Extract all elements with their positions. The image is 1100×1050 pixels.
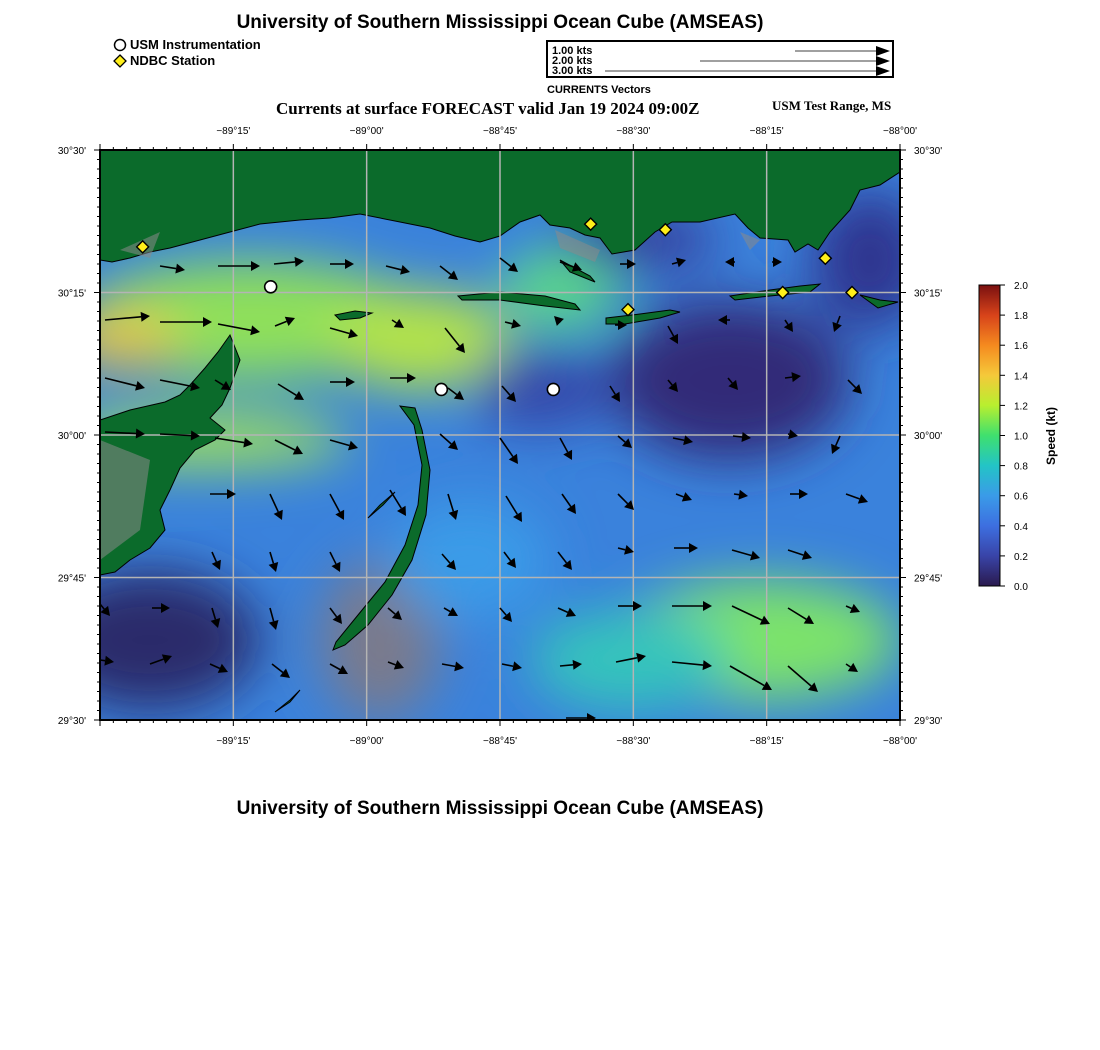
usm-station-marker-0: [265, 281, 277, 293]
footer-title: University of Southern Mississippi Ocean Cube (AMSEAS): [236, 798, 764, 819]
colorbar-tick-label-1: 1.8: [1014, 311, 1028, 323]
y-tick-label-left-3: 29°45': [57, 573, 86, 585]
colorbar-tick-label-3: 1.4: [1014, 371, 1028, 383]
colorbar-tick-label-5: 1.0: [1014, 431, 1028, 443]
y-tick-label-left-2: 30°00': [57, 431, 86, 442]
colorbar-tick-label-2: 1.6: [1014, 341, 1028, 353]
y-tick-label-right-1: 30°15': [914, 288, 943, 300]
x-tick-label-bottom-2: −88°45': [483, 736, 517, 747]
usm-station-marker-1: [435, 383, 447, 395]
colorbar: [979, 281, 1058, 593]
vector-key-label-1: 1.00 kts: [552, 45, 593, 57]
forecast-subtitle: Currents at surface FORECAST valid Jan 19 2024 09:00Z: [276, 99, 700, 118]
legend-ndbc-label: NDBC Station: [130, 53, 216, 68]
x-tick-label-bottom-0: −89°15': [216, 736, 251, 747]
colorbar-gradient: [979, 285, 1000, 586]
map-plot-area: [40, 150, 930, 723]
colorbar-tick-label-9: 0.2: [1014, 551, 1028, 563]
colorbar-tick-label-0: 2.0: [1014, 281, 1028, 292]
colorbar-tick-label-8: 0.4: [1014, 521, 1028, 533]
range-label: USM Test Range, MS: [772, 98, 892, 113]
x-tick-label-bottom-4: −88°15': [749, 736, 784, 747]
colorbar-label: Speed (kt): [1044, 406, 1058, 466]
usm-station-marker-2: [547, 383, 559, 395]
legend-usm-label: USM Instrumentation: [130, 37, 261, 52]
y-tick-labels-right: [914, 146, 942, 727]
x-tick-label-top-5: −88°00': [883, 126, 917, 137]
x-tick-label-bottom-3: −88°30': [616, 736, 651, 747]
y-tick-label-left-4: 29°30': [57, 716, 86, 727]
colorbar-tick-label-7: 0.6: [1014, 491, 1028, 503]
x-tick-label-top-4: −88°15': [749, 126, 784, 137]
x-tick-label-bottom-5: −88°00': [883, 736, 917, 747]
page-title: University of Southern Mississippi Ocean Cube (AMSEAS): [236, 12, 764, 33]
x-tick-label-top-2: −88°45': [483, 126, 517, 137]
vector-key-label-2: 2.00 kts: [552, 55, 593, 67]
x-tick-label-top-3: −88°30': [616, 126, 651, 137]
x-tick-labels-top: [216, 126, 917, 137]
y-tick-label-right-3: 29°45': [914, 573, 943, 585]
y-tick-label-right-4: 29°30': [914, 716, 943, 727]
colorbar-ticks: [1000, 281, 1028, 593]
vector-key-label-3: 3.00 kts: [552, 65, 593, 77]
y-tick-label-right-0: 30°30': [914, 146, 943, 157]
y-tick-label-left-1: 30°15': [57, 288, 86, 300]
colorbar-tick-label-4: 1.2: [1014, 401, 1028, 413]
x-tick-label-bottom-1: −89°00': [349, 736, 384, 747]
x-tick-label-top-1: −89°00': [349, 126, 384, 137]
y-tick-label-right-2: 30°00': [914, 431, 943, 442]
vector-key-caption: CURRENTS Vectors: [547, 84, 651, 96]
x-tick-labels-bottom: [216, 736, 917, 747]
colorbar-tick-label-10: 0.0: [1014, 582, 1028, 593]
colorbar-tick-label-6: 0.8: [1014, 461, 1028, 473]
y-tick-label-left-0: 30°30': [57, 146, 86, 157]
y-tick-labels-left: [58, 146, 86, 727]
x-tick-label-top-0: −89°15': [216, 126, 251, 137]
